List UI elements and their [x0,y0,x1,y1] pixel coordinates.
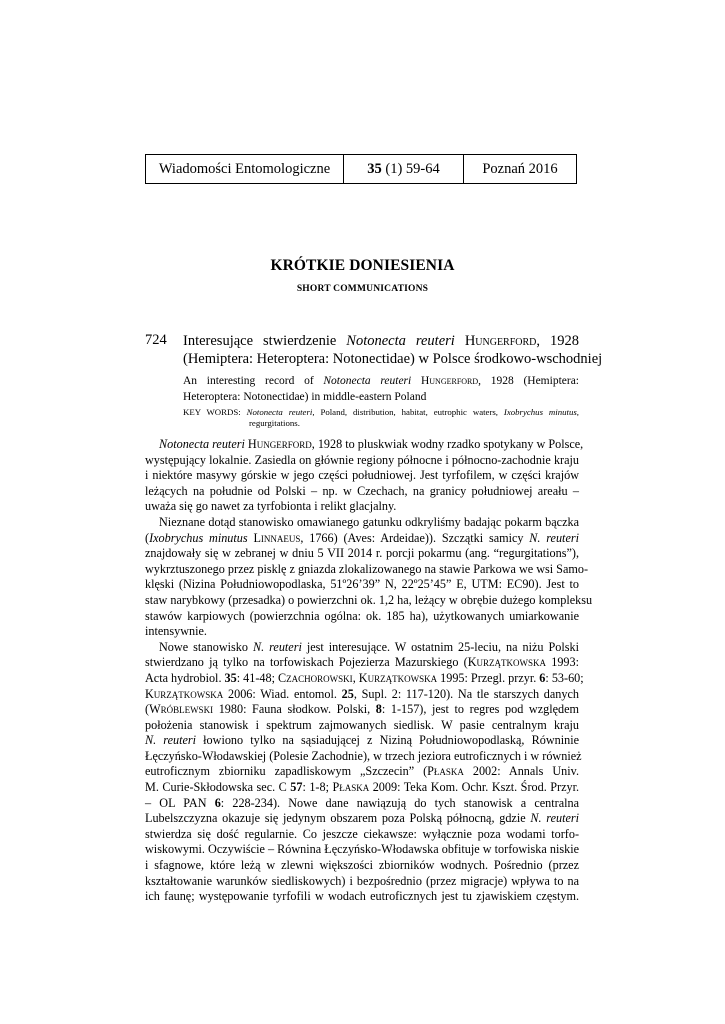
author-name: Hungerford [247,437,312,451]
text: 2002: Annals Univ. [463,764,579,779]
kw-end: , [576,407,579,417]
body-line: stawów karpiowych (powierzchnia ogólna: ok. 185 ha), użytkowanych umiarkowanie [145,608,579,623]
volume-number: 35 [367,160,382,177]
author-name: Płaska [332,780,370,795]
body-line: kształtowanie warunków siedliskowych) i bezpośrednio (przez migracje) wpływa to na [145,873,579,888]
body-line: znajdowały się w zebranej w dniu 5 VII 2014 r. porcji pokarmu (ang. “regurgitations”), [145,546,579,561]
text: , 1766) (Aves: Ardeidae)). Szczątki samicy [300,530,530,545]
english-title-line-2: Heteroptera: Notonectidae) in middle-eastern Poland [183,390,427,403]
issue-pages: (1) 59-64 [385,160,440,177]
text: eutroficznym zbiorniku zapadliskowym „Szczecin” ( [145,764,428,779]
volume-number: 8 [375,702,382,717]
body-line [145,796,579,812]
author-name: Linnaeus [253,530,301,545]
body-line: Łęczyńsko-Włodawskiej (Polesie Zachodnie), w trzech jeziora eutroficznych i w również [145,748,582,763]
text: jest interesujące. W ostatnim 25-leciu, na niżu Polski [301,639,579,654]
keywords-line-1 [183,407,579,418]
text: łowiono tylko na sąsiadującej z Niziną Południowopodlaską, Równinie [196,733,579,748]
body-line: staw narybkowy (przesadka) o powierzchni ok. 1,2 ha, leżący w obrębie dużego kompleksu [145,592,593,607]
text: : 53-60; [545,670,584,685]
article-title-line-2: (Hemiptera: Heteroptera: Notonectidae) w Polsce środkowo-wschodniej [183,351,603,367]
volume-number: 35 [224,670,237,685]
species-name: N. reuteri [530,811,579,826]
english-title [183,374,579,405]
body-line [145,640,579,656]
author-name: Kurzątkowska [467,655,547,670]
text: : 228-234). Nowe dane nawiązują do tych stanowisk a centralna [220,795,579,810]
author-name: Czachorowski [278,670,353,685]
en-text: An interesting record of [183,375,324,387]
kw-text: , Poland, distribution, habitat, eutrophic waters, [312,407,504,417]
volume-number: 25 [341,686,354,701]
body-line: klęski (Nizina Południowopodlaska, 51º26’39” N, 22º25’45” E, UTM: EC90). Jest to [145,577,579,592]
text: ( [145,702,150,717]
body-line [145,764,579,780]
body-line [145,670,584,687]
text: : 1-157), jest to regres pod względem [381,702,579,717]
title-species: Notonecta reuteri [346,333,455,349]
text: 1980: Fauna słodkow. Polski, [213,702,376,717]
place-year: Poznań 2016 [482,160,558,177]
title-text: Interesujące stwierdzenie [183,333,347,349]
text: 1995: Przegl. przyr. [437,670,540,685]
en-author: Hungerford [420,375,479,387]
species-name: N. reuteri [529,530,579,545]
text: : 41-48; [236,670,279,685]
volume-number: 6 [539,670,546,685]
keywords-label: KEY WORDS: [183,407,241,417]
en-species: Notonecta reuteri [323,375,412,387]
body-line [145,733,579,749]
text: , 1928 to pluskwiak wodny rzadko spotykany w Polsce, [311,437,584,451]
text: , [352,670,359,685]
body-line [145,687,579,703]
body-line: i sfagnowe, które leżą w zlewni większości zbiorników wodnych. Pośrednio (przez [145,858,579,873]
author-name: Kurzątkowska [358,670,438,685]
body-line: (Ixobrychus minutus Linnaeus, 1766) (Aves: Ardeidae)). Szczątki samicy N. reuteri [145,530,579,545]
keywords [183,407,579,429]
text: Nowe stanowisko [159,639,253,654]
body-line: ich faunę; występowanie tyrfofili w wodach eutroficznych jest tu zjawiskiem częstym. [145,889,579,904]
species-name: N. reuteri [145,733,197,748]
volume-number: 57 [290,780,303,795]
species-name: Ixobrychus minutus [149,530,248,545]
journal-header-box [145,154,577,184]
body-line: leżących na południe od Polski – np. w Czechach, na granicy południowej areału – [145,483,579,498]
author-name: Kurzątkowska [145,686,224,701]
keywords-line-2: regurgitations. [249,418,300,428]
body-line: stwierdza się dość regularnie. Co jeszcze ciekawsze: wyłącznie poza wodami torfo- [145,826,579,841]
article-title-line-1 [183,332,579,350]
kw-species: Notonecta reuteri [246,407,313,417]
text: Lubelszczyzna okazuje się jedynym obszarem poza Polską północną, gdzie [145,811,531,826]
text: 1993: [546,655,579,670]
text: – OL PAN [145,795,215,810]
body-line: intensywnie. [145,624,207,639]
text: , Supl. 2: 117-120). Na tle starszych danych [353,686,579,701]
text: M. Curie-Skłodowska sec. C [145,780,291,795]
body-line [145,655,579,671]
article-title [183,332,603,368]
body-line: uważa się go nawet za tyrfobionta i relikt glacjalny. [145,499,397,514]
text: Acta hydrobiol. [145,670,225,685]
body-line [145,437,584,453]
body-line: wiskowymi. Oczywiście – Równina Łęczyńsko-Włodawska obfituje w torfowiska niskie [145,842,579,857]
text: stwierdzano ją tylko na torfowiskach Pojezierza Mazurskiego ( [145,655,468,670]
text: 2009: Teka Kom. Ochr. Kszt. Środ. Przyr. [369,780,580,795]
section-title: KRÓTKIE DONIESIENIA [270,257,455,274]
volume-number: 6 [214,795,221,810]
volume-issue [344,155,464,183]
body-line [145,702,579,718]
author-name: Wróblewski [149,702,214,717]
title-year: , 1928 [536,333,580,349]
body-line: występujący lokalnie. Zasiedla on głównie regiony północne i północno-zachodnie kraju [145,452,579,467]
journal-name: Wiadomości Entomologiczne [146,155,344,183]
body-line [145,780,579,796]
body-line: Nieznane dotąd stanowisko omawianego gatunku odkryliśmy badając pokarm bączka [159,514,579,529]
title-author: Hungerford [464,333,537,349]
species-name: N. reuteri [252,639,302,654]
english-title-line-1 [183,374,579,390]
text: 2006: Wiad. entomol. [223,686,342,701]
text: : 1-8; [302,780,333,795]
article-number: 724 [145,332,167,348]
author-name: Płaska [427,764,464,779]
kw-species-2: Ixobrychus minutus [503,407,577,417]
body-line [145,811,579,827]
body-line: i niektóre masywy górskie w jego części południowej. Jest tyrfofilem, w części krajów [145,468,579,483]
en-rest: , 1928 (Hemiptera: [478,375,580,387]
body-line: wykrztuszonego przez pisklę z gniazda zlokalizowanego na stawie Parkowa we wsi Samo- [145,561,588,576]
section-subtitle: SHORT COMMUNICATIONS [296,284,429,294]
species-name: Notonecta reuteri [159,437,245,451]
article-body [145,437,593,905]
body-line: położenia stanowisk i spektrum zajmowanych siedlisk. W pasie centralnym kraju [145,717,579,732]
